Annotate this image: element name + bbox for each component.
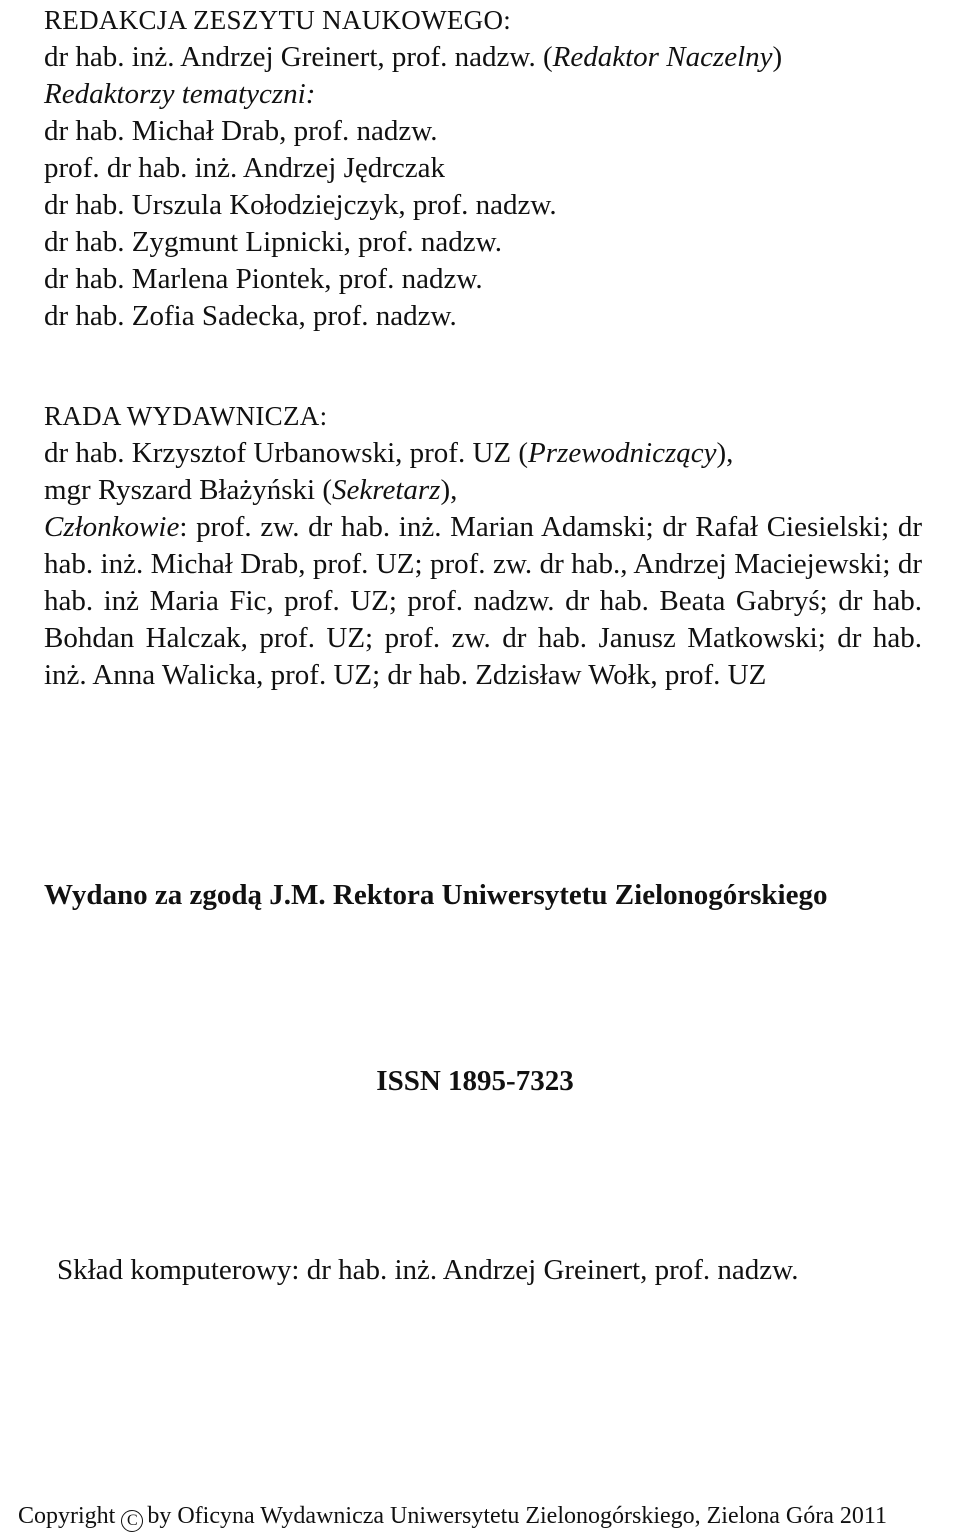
typesetting-credit: Skład komputerowy: dr hab. inż. Andrzej Greinert, prof. nadzw. [57,1254,799,1286]
thematic-editor: dr hab. Zygmunt Lipnicki, prof. nadzw. [44,226,502,258]
council-secretary-role: Sekretarz [332,474,441,506]
thematic-editor: dr hab. Urszula Kołodziejczyk, prof. nadzw. [44,189,557,221]
thematic-editor: dr hab. Zofia Sadecka, prof. nadzw. [44,300,457,332]
publishing-council [44,398,924,694]
council-chair-name: dr hab. Krzysztof Urbanowski, prof. UZ [44,437,512,469]
council-secretary-name: mgr Ryszard Błażyński [44,474,316,506]
thematic-editor: prof. dr hab. inż. Andrzej Jędrczak [44,152,446,184]
copyright-lead: Copyright [18,1503,116,1529]
editor-in-chief-name: dr hab. inż. Andrzej Greinert, prof. nadzw. [44,41,536,73]
thematic-editor: dr hab. Michał Drab, prof. nadzw. [44,115,438,147]
editorial-board-heading: REDAKCJA ZESZYTU NAUKOWEGO: [44,5,512,35]
copyright-text: by Oficyna Wydawnicza Uniwersytetu Zielonogórskiego, Zielona Góra 2011 [147,1503,888,1529]
council-members: Członkowie: prof. zw. dr hab. inż. Marian Adamski; dr Rafał Ciesielski; dr hab. inż. Michał Drab, prof. UZ; prof. zw. dr hab., Andrzej Maciejewski; dr hab. inż Maria Fic, prof. UZ; prof. nadzw. dr hab. Beata Gabryś; dr hab. Bohdan Halczak, prof. UZ; prof. zw. dr hab. Janusz Matkowski; dr hab. inż. Anna Walicka, prof. UZ; dr hab. Zdzisław Wołk, prof. UZ [44,511,922,691]
editor-in-chief: dr hab. inż. Andrzej Greinert, prof. nadzw. (Redaktor Naczelny) [44,41,783,73]
thematic-editors-label: Redaktorzy tematyczni: [44,78,316,110]
council-secretary: mgr Ryszard Błażyński (Sekretarz), [44,474,458,506]
council-chair-role: Przewodniczący [528,437,717,469]
issn-number: ISSN 1895-7323 [376,1065,574,1097]
council-members-list: prof. zw. dr hab. inż. Marian Adamski; dr Rafał Ciesielski; dr hab. inż. Michał Drab, prof. UZ; prof. zw. dr hab., Andrzej Maciejewski; dr hab. inż Maria Fic, prof. UZ; prof. nadzw. dr hab. Beata Gabryś; dr hab. Bohdan Halczak, prof. UZ; prof. zw. dr hab. Janusz Matkowski; dr hab. inż. Anna Walicka, prof. UZ; dr hab. Zdzisław Wołk, prof. UZ [44,511,922,691]
copyright-notice [18,1501,887,1532]
publishing-council-heading: RADA WYDAWNICZA: [44,401,328,431]
council-chair: dr hab. Krzysztof Urbanowski, prof. UZ (Przewodniczący), [44,437,734,469]
editorial-board [44,2,924,335]
copyright-icon: C [121,1510,143,1532]
thematic-editor: dr hab. Marlena Piontek, prof. nadzw. [44,263,483,295]
editor-in-chief-role: Redaktor Naczelny [552,41,773,73]
council-members-label: Członkowie [44,511,180,543]
rector-approval-statement: Wydano za zgodą J.M. Rektora Uniwersytetu Zielonogórskiego [44,879,828,911]
